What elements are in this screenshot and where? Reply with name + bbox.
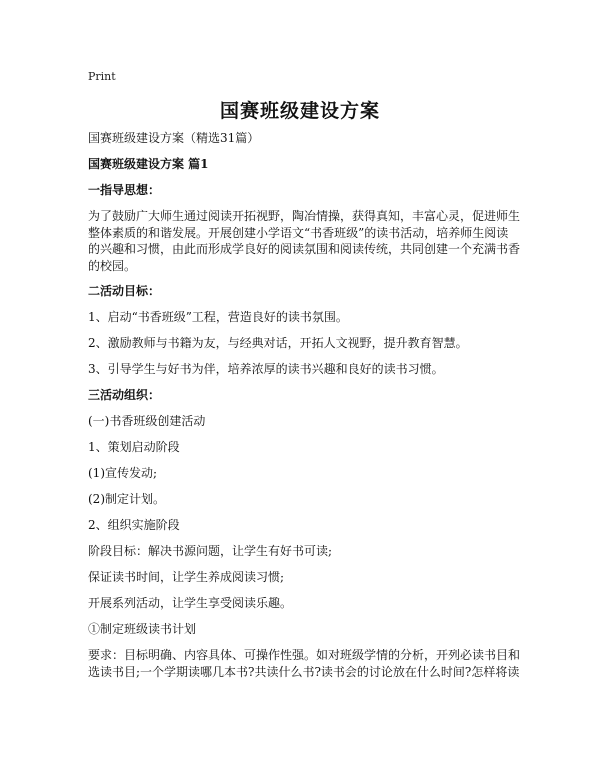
paragraph: (1)宣传发动; — [88, 466, 158, 480]
document-title: 国赛班级建设方案 — [219, 100, 380, 122]
paragraph: 开展系列活动，让学生享受阅读乐趣。 — [88, 596, 293, 610]
paragraph: 1、启动“书香班级”工程，营造良好的读书氛围。 — [88, 310, 348, 324]
paragraph: 2、组织实施阶段 — [88, 518, 180, 532]
print-link[interactable]: Print — [88, 70, 116, 83]
paragraph: 要求：目标明确、内容具体、可操作性强。如对班级学情的分析，开列必读书目和选读书目;一个学期读哪几本书?共读什么书?读书会的讨论放在什么时间?怎样将读 — [88, 648, 521, 679]
paragraph: 2、激励教师与书籍为友，与经典对话，开拓人文视野，提升教育智慧。 — [88, 336, 468, 350]
document-body — [88, 130, 520, 689]
section-heading: 二活动目标： — [88, 284, 161, 298]
paragraph: 1、策划启动阶段 — [88, 440, 180, 454]
paragraph: 保证读书时间，让学生养成阅读习惯; — [88, 570, 285, 584]
paragraph: (一)书香班级创建活动 — [88, 414, 206, 428]
subtitle: 国赛班级建设方案（精选31篇） — [88, 131, 260, 145]
section-heading: 一指导思想： — [88, 183, 161, 197]
section-heading: 三活动组织： — [88, 388, 161, 402]
paragraph: ①制定班级读书计划 — [88, 622, 197, 636]
paragraph: 3、引导学生与好书为伴，培养浓厚的读书兴趣和良好的读书习惯。 — [88, 362, 444, 376]
paragraph: 为了鼓励广大师生通过阅读开拓视野，陶冶情操，获得真知，丰富心灵，促进师生整体素质的和谐发展。开展创建小学语文“书香班级”的读书活动，培养师生阅读的兴趣和习惯，由此而形成学良好的阅读氛围和阅读传统，共同创建一个充满书香的校园。 — [88, 209, 521, 273]
paragraph: (2)制定计划。 — [88, 492, 165, 506]
section-heading: 国赛班级建设方案 篇1 — [88, 157, 209, 171]
paragraph: 阶段目标：解决书源问题，让学生有好书可读; — [88, 544, 333, 558]
